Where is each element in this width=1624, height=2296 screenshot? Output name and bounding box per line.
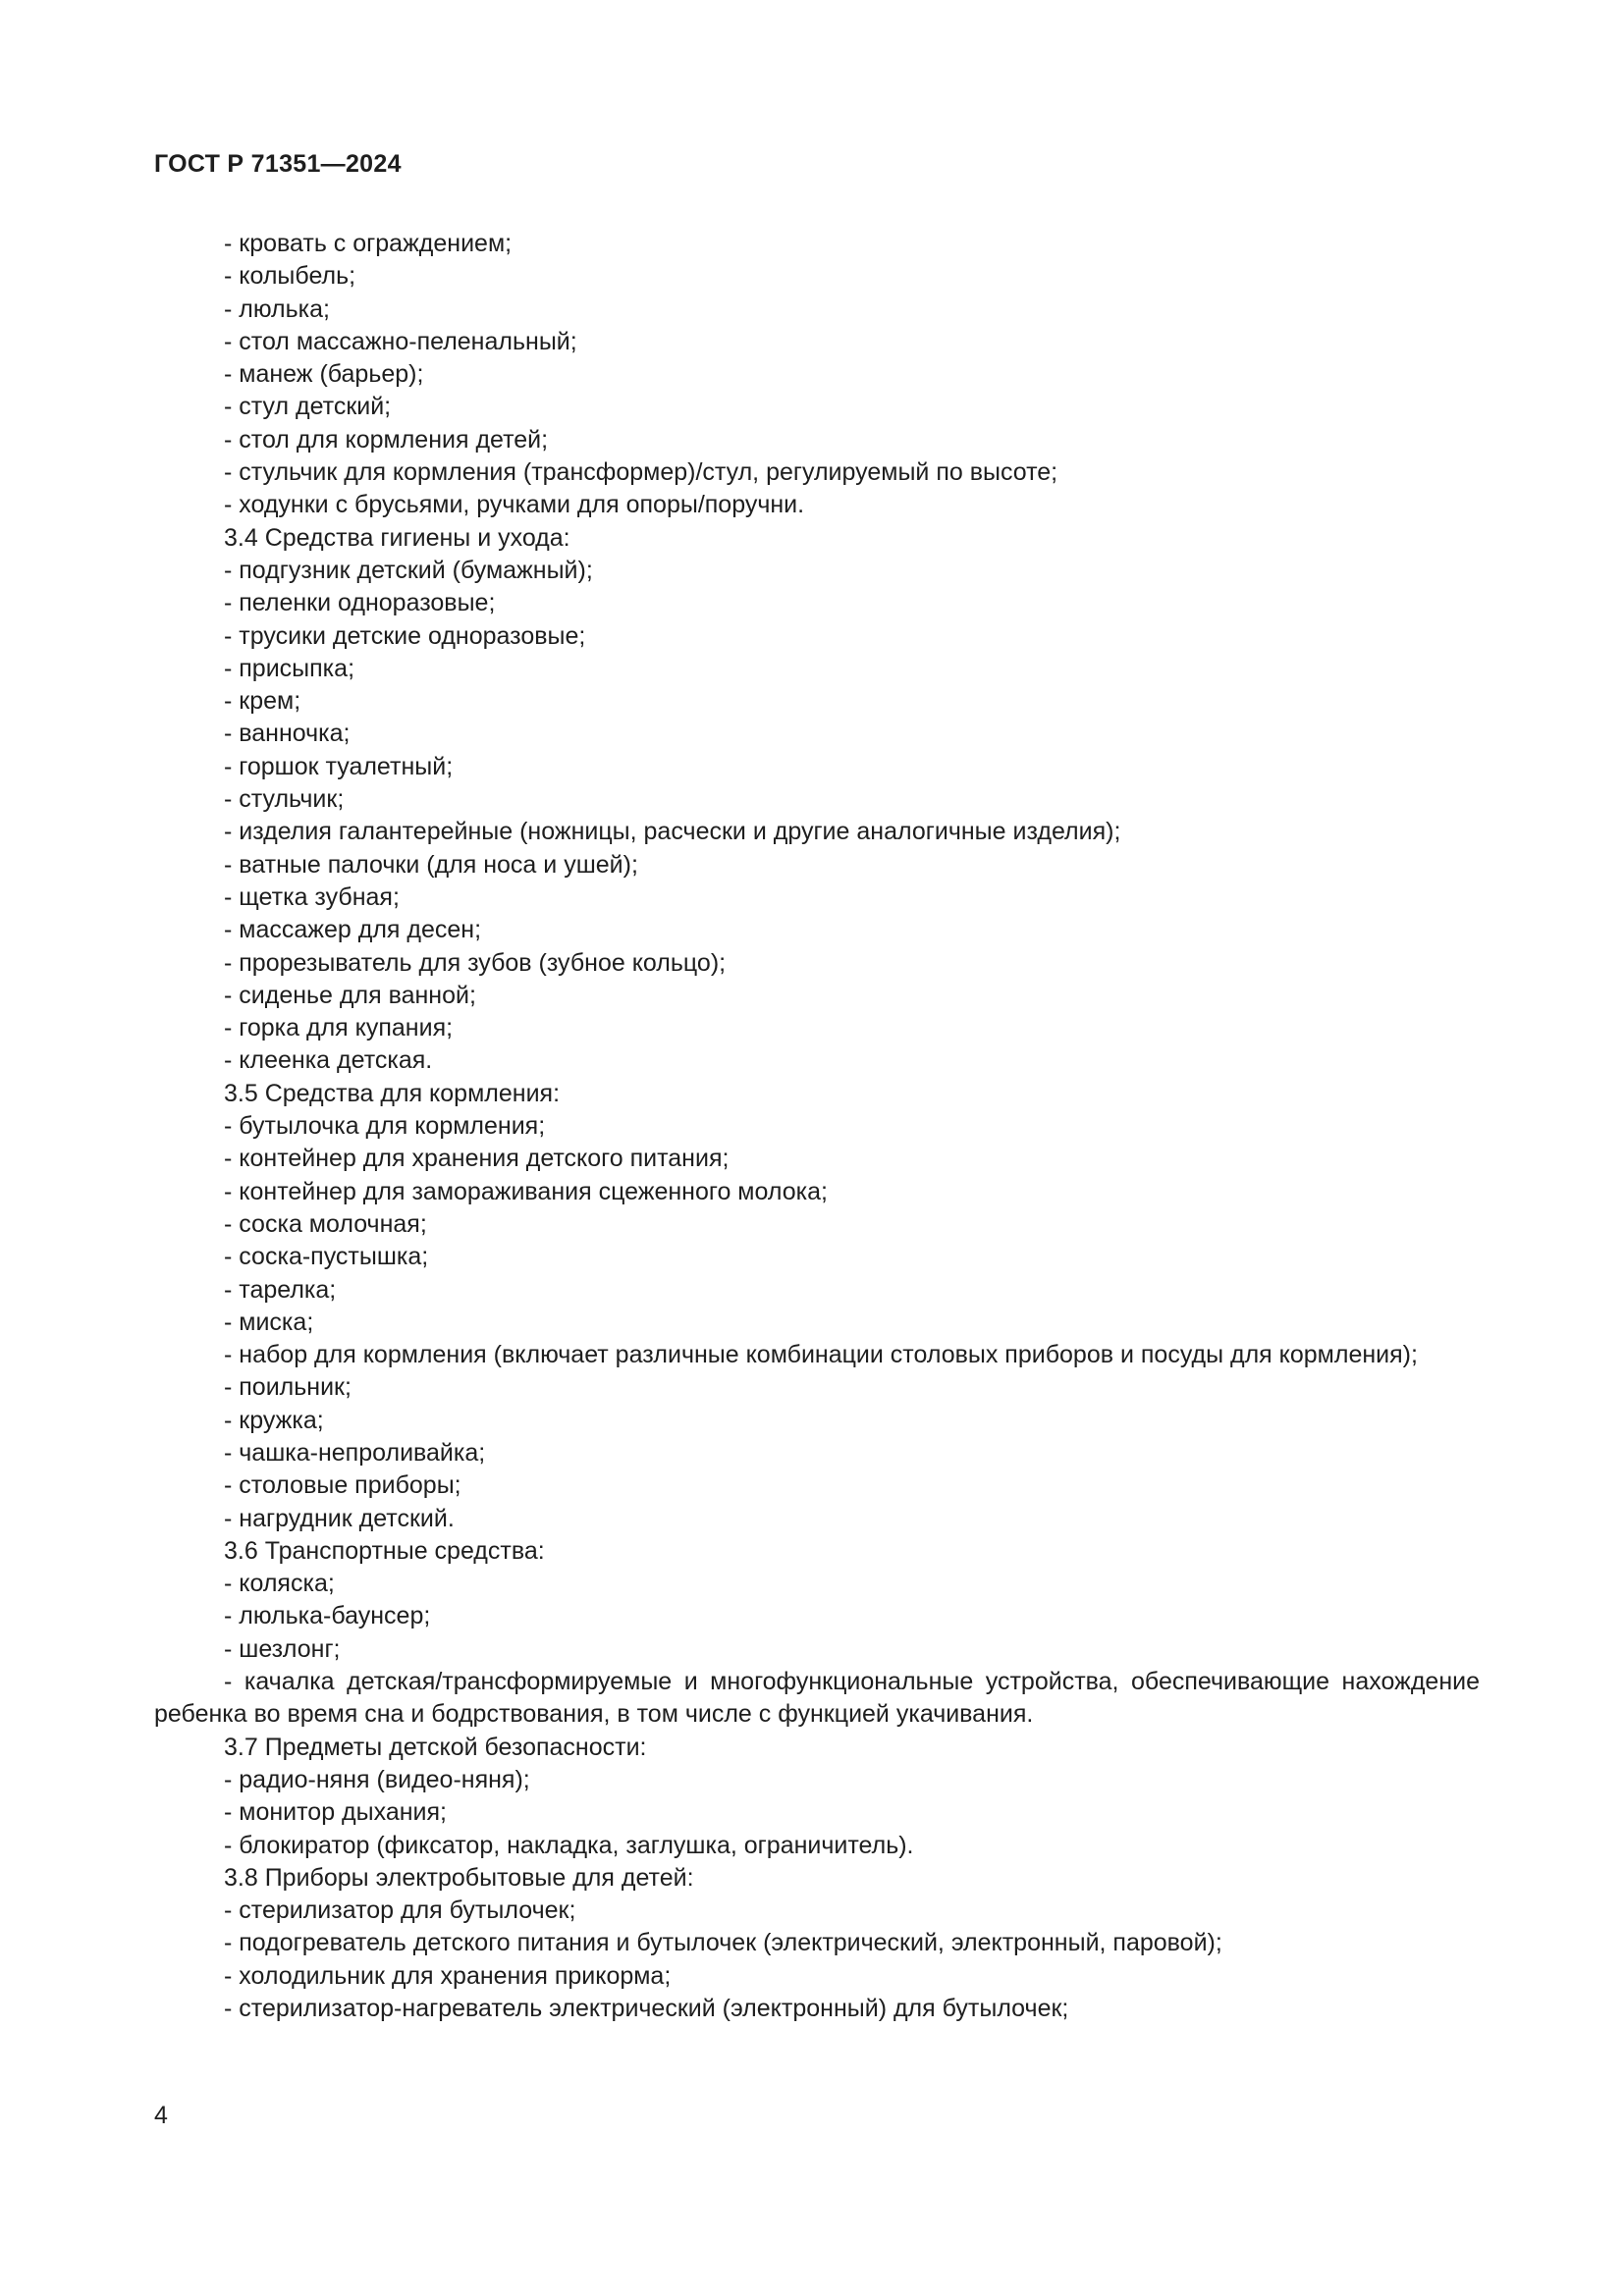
list-item: - шезлонг;: [224, 1634, 341, 1663]
list-item: - люлька-баунсер;: [224, 1602, 431, 1630]
list-item: - столовые приборы;: [224, 1471, 461, 1500]
list-item: - холодильник для хранения прикорма;: [224, 1961, 672, 1990]
list-item: - качалка детская/трансформируемые и многофункциональные устройства, обеспечивающие нахождение ребенка во время сна и бодрствования, в том числе с функцией укачивания.: [154, 1668, 1480, 1729]
list-item: - ватные палочки (для носа и ушей);: [224, 850, 638, 879]
list-item: - ванночка;: [224, 720, 351, 748]
list-item: - поильник;: [224, 1373, 352, 1402]
list-item: - горка для купания;: [224, 1014, 454, 1042]
list-item: - набор для кормления (включает различные комбинации столовых приборов и посуды для кормления);: [224, 1341, 1418, 1369]
list-item: - нагрудник детский.: [224, 1504, 455, 1532]
section-heading-3-5: 3.5 Средства для кормления:: [224, 1079, 561, 1107]
list-item: - стул детский;: [224, 393, 392, 421]
list-item: - пеленки одноразовые;: [224, 589, 496, 617]
list-item: - щетка зубная;: [224, 882, 400, 911]
list-item: - люлька;: [224, 294, 331, 323]
list-item: - подгузник детский (бумажный);: [224, 556, 593, 584]
list-item: - соска молочная;: [224, 1209, 427, 1238]
list-item: - массажер для десен;: [224, 916, 482, 944]
list-item: - колыбель;: [224, 262, 356, 291]
list-item: - крем;: [224, 687, 301, 716]
list-item: - подогреватель детского питания и бутылочек (электрический, электронный, паровой);: [224, 1929, 1222, 1957]
list-item: - миска;: [224, 1308, 314, 1336]
list-item: - стульчик;: [224, 785, 345, 814]
list-item: - изделия галантерейные (ножницы, расчески и другие аналогичные изделия);: [224, 818, 1121, 846]
section-heading-3-7: 3.7 Предметы детской безопасности:: [224, 1733, 647, 1761]
page-number: 4: [154, 2102, 168, 2129]
list-item: - радио-няня (видео-няня);: [224, 1765, 530, 1793]
list-item: - горшок туалетный;: [224, 752, 454, 780]
section-heading-3-6: 3.6 Транспортные средства:: [224, 1536, 545, 1565]
list-item: - манеж (барьер);: [224, 360, 424, 389]
list-item: - коляска;: [224, 1570, 335, 1598]
list-item: - блокиратор (фиксатор, накладка, заглушка, ограничитель).: [224, 1831, 914, 1859]
list-item: - бутылочка для кормления;: [224, 1112, 546, 1141]
document-body: [154, 228, 1480, 2025]
list-item: - стульчик для кормления (трансформер)/стул, регулируемый по высоте;: [224, 458, 1058, 487]
list-item: - стерилизатор-нагреватель электрический (электронный) для бутылочек;: [224, 1995, 1069, 2023]
list-item: - контейнер для хранения детского питания;: [224, 1145, 730, 1173]
list-item: - присыпка;: [224, 654, 355, 682]
list-item: - клеенка детская.: [224, 1046, 433, 1075]
list-item: - трусики детские одноразовые;: [224, 621, 586, 650]
section-heading-3-8: 3.8 Приборы электробытовые для детей:: [224, 1863, 694, 1892]
section-heading-3-4: 3.4 Средства гигиены и ухода:: [224, 523, 570, 552]
list-item: - тарелка;: [224, 1275, 337, 1304]
list-item: - кружка;: [224, 1406, 324, 1434]
document-standard-title: ГОСТ Р 71351—2024: [154, 150, 402, 178]
list-item: - чашка-непроливайка;: [224, 1438, 486, 1467]
list-item: - кровать с ограждением;: [224, 230, 513, 257]
list-item: - контейнер для замораживания сцеженного молока;: [224, 1177, 828, 1205]
list-item: - стол для кормления детей;: [224, 425, 549, 454]
list-item: - соска-пустышка;: [224, 1243, 429, 1271]
list-item: - стерилизатор для бутылочек;: [224, 1896, 576, 1925]
list-item: - прорезыватель для зубов (зубное кольцо);: [224, 948, 727, 977]
list-item: - монитор дыхания;: [224, 1798, 447, 1827]
list-item: - сиденье для ванной;: [224, 981, 476, 1009]
list-item: - стол массажно-пеленальный;: [224, 327, 577, 355]
list-item: - ходунки с брусьями, ручками для опоры/поручни.: [224, 491, 805, 519]
